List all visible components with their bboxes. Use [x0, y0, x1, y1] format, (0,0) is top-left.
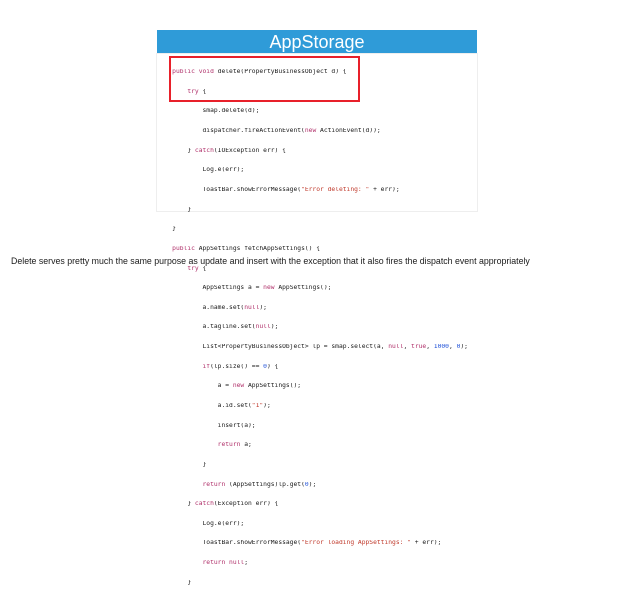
code-line: }	[157, 226, 176, 233]
code-line: try {	[187, 88, 207, 95]
code-line: dispatcher.fireActionEvent(new ActionEvent(d));	[157, 128, 381, 135]
code-line: }	[157, 206, 192, 213]
code-line: }	[157, 579, 192, 586]
code-line: a = new AppSettings();	[157, 383, 302, 390]
code-block	[157, 56, 477, 599]
code-line: } catch(Exception err) {	[157, 501, 279, 508]
code-line: }	[157, 461, 207, 468]
code-line: ToastBar.showErrorMessage("Error loading AppSettings: " + err);	[157, 540, 442, 547]
code-line: List<PropertyBusinessObject> lp = smap.select(a, null, true, 1000, 0);	[157, 344, 468, 351]
slide-caption: Delete serves pretty much the same purpose as update and insert with the exception that it also fires the dispatch event appropriately	[11, 256, 530, 266]
slide-header	[157, 30, 477, 54]
code-line: a.name.set(null);	[157, 304, 267, 311]
code-line: insert(a);	[157, 422, 256, 429]
code-line: ToastBar.showErrorMessage("Error deleting: " + err);	[157, 186, 400, 193]
code-line: smap.delete(d);	[157, 108, 260, 115]
code-line: public void delete(PropertyBusinessObject d) {	[172, 69, 347, 76]
code-line: public AppSettings fetchAppSettings() {	[172, 245, 321, 252]
code-line: } catch(IOException err) {	[157, 147, 286, 154]
code-line: return (AppSettings)lp.get(0);	[202, 481, 317, 488]
code-line: Log.e(err);	[157, 520, 245, 527]
code-line: try {	[187, 265, 207, 272]
code-line: a.id.set("1");	[157, 402, 271, 409]
slide-title: AppStorage	[269, 32, 365, 52]
code-line: return a;	[217, 442, 252, 449]
code-line: a.tagline.set(null);	[157, 324, 279, 331]
code-line: Log.e(err);	[157, 167, 245, 174]
code-line: AppSettings a = new AppSettings();	[157, 285, 332, 292]
code-line: return null;	[202, 560, 249, 567]
code-line: if(lp.size() == 0) {	[202, 363, 279, 370]
